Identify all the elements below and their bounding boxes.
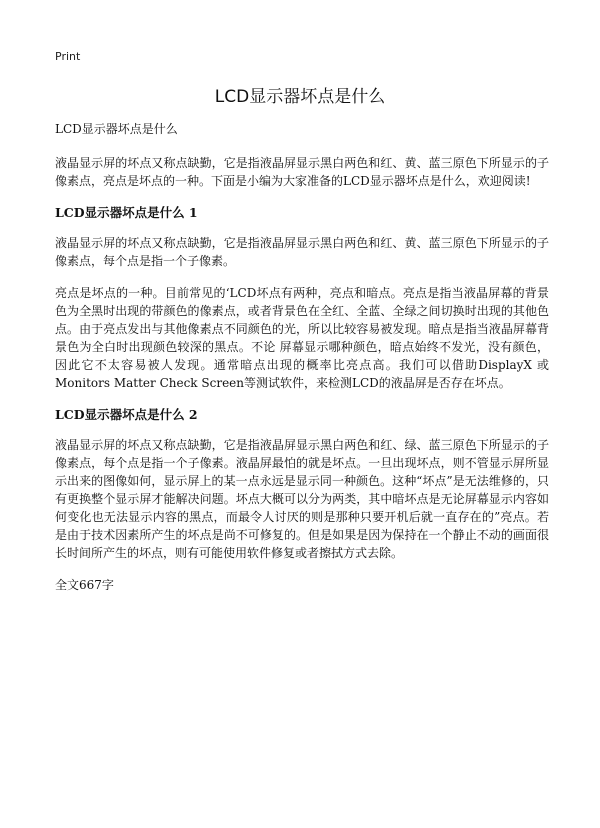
document-subtitle: LCD显示器坏点是什么 [55, 122, 178, 136]
word-count: 全文667字 [55, 578, 114, 592]
document-title: LCD显示器坏点是什么 [214, 87, 386, 107]
section-paragraph: 亮点是坏点的一种。目前常见的‘LCD坏点有两种，亮点和暗点。亮点是指当液晶屏幕的背景色为全黑时出现的带颜色的像素点，或者背景色在全红、全蓝、全绿之间切换时出现的其他色点。由于亮点发出与其他像素点不同颜色的光，所以比较容易被发现。暗点是指当液晶屏幕背景色为全白时出现颜色较深的黑点。不论 屏幕显示哪种颜色，暗点始终不发光，没有颜色，因此它不太容易被人发现。通常暗点出现的概率比亮点高。我们可以借助DisplayX 或Monitors Matter Check Screen等测试软件，来检测LCD的液晶屏是否存在坏点。 [55, 286, 549, 390]
print-label: Print [55, 50, 81, 63]
section-heading: LCD显示器坏点是什么 2 [55, 407, 198, 422]
section-paragraph: 液晶显示屏的坏点又称点缺勤，它是指液晶屏显示黑白两色和红、黄、蓝三原色下所显示的子像素点，每个点是指一个子像素。 [55, 236, 549, 268]
intro-paragraph: 液晶显示屏的坏点又称点缺勤，它是指液晶屏显示黑白两色和红、黄、蓝三原色下所显示的子像素点，亮点是坏点的一种。下面是小编为大家准备的LCD显示器坏点是什么，欢迎阅读! [55, 156, 549, 188]
section-heading: LCD显示器坏点是什么 1 [55, 205, 198, 220]
document-body [55, 120, 549, 608]
section-paragraph: 液晶显示屏的坏点又称点缺勤，它是指液晶屏显示黑白两色和红、绿、蓝三原色下所显示的子像素点，每个点是指一个子像素。液晶屏最怕的就是坏点。一旦出现坏点，则不管显示屏所显示出来的图像如何，显示屏上的某一点永远是显示同一种颜色。这种“坏点”是无法维修的，只有更换整个显示屏才能解决问题。坏点大概可以分为两类，其中暗坏点是无论屏幕显示内容如何变化也无法显示内容的黑点，而最令人讨厌的则是那种只要开机后就一直存在的”亮点。若是由于技术因素所产生的坏点是尚不可修复的。但是如果是因为保持在一个静止不动的画面很长时间所产生的坏点，则有可能使用软件修复或者擦拭方式去除。 [55, 438, 549, 560]
